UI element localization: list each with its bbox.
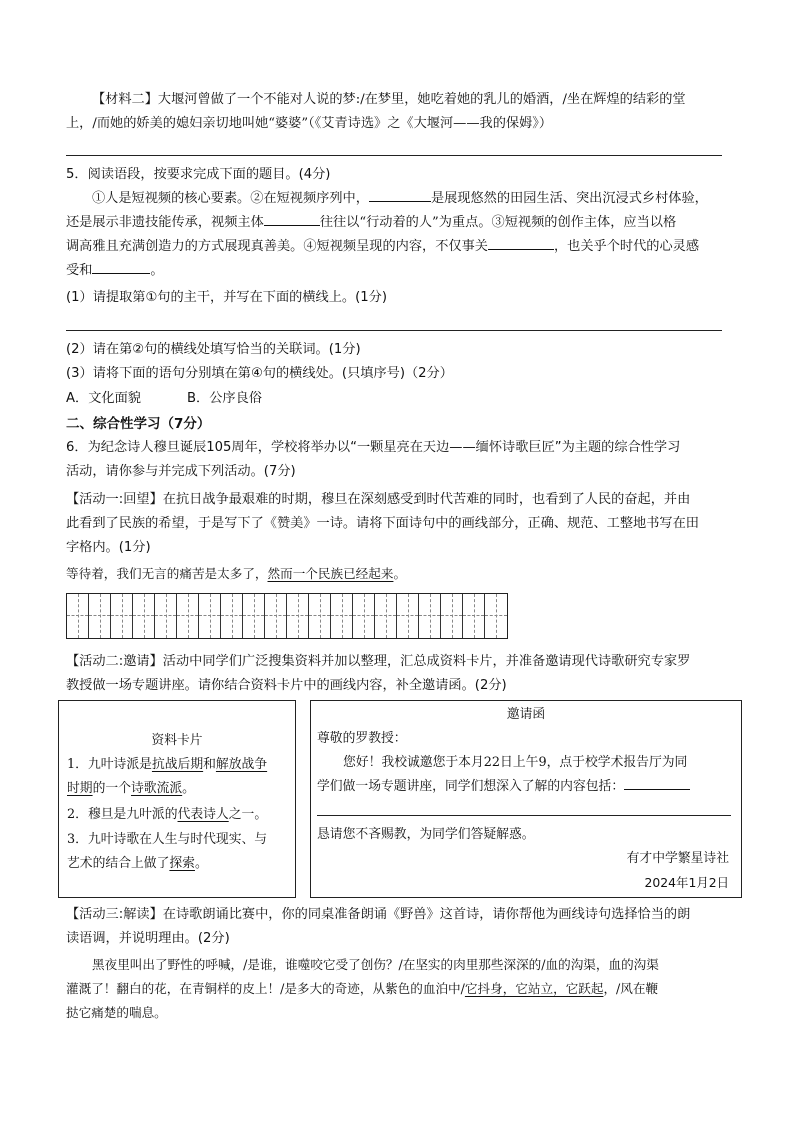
answer-line: [66, 155, 722, 156]
invitation-signature: 有才中学繁星诗社: [626, 851, 729, 866]
grid-cell[interactable]: [67, 594, 89, 638]
grid-cell[interactable]: [375, 594, 397, 638]
q5-sentence-line1: [66, 187, 726, 211]
fill-blank[interactable]: [264, 211, 320, 226]
q5-text: 往往以“行动着的人”为重点。③短视频的创作主体，应当以格: [319, 215, 677, 230]
q5-text: 是展现悠然的田园生活、突出沉浸式乡村体验，: [430, 191, 708, 206]
card-underlined: 探索: [169, 856, 195, 871]
act3-line1: 【活动三:解读】在诗歌朗诵比赛中，你的同桌准备朗诵《野兽》这首诗，请你帮他为画线诗句选择恰当的朗: [66, 907, 691, 922]
q5-sentence-line3: [66, 235, 726, 259]
fill-blank[interactable]: [369, 187, 431, 202]
invitation-title: 邀请函: [506, 707, 546, 722]
section2-title: 二、综合性学习（7分）: [66, 416, 211, 432]
grid-cell[interactable]: [243, 594, 265, 638]
act1-line2: 此看到了民族的希望，于是写下了《赞美》一诗。请将下面诗句中的画线部分，正确、规范、工整地书写在田: [66, 516, 699, 531]
card-underlined: 抗战后期: [151, 757, 204, 772]
grid-cell[interactable]: [89, 594, 111, 638]
card-text: 。: [194, 856, 208, 871]
card-item-1-cont: [67, 777, 195, 801]
card-underlined: 时期: [67, 781, 93, 796]
grid-cell[interactable]: [419, 594, 441, 638]
poem-text: 等待着，我们无言的痛苦是太多了，: [66, 566, 268, 581]
card-item-1: [67, 753, 267, 777]
poem2-text: ，/风在鞭: [603, 981, 659, 996]
act2-line2: 教授做一场专题讲座。请你结合资料卡片中的画线内容，补全邀请函。(2分): [66, 678, 507, 693]
invitation-body-2: [317, 775, 690, 799]
grid-cell[interactable]: [265, 594, 287, 638]
invitation-body-1: 您好！我校诚邀您于本月22日上午9，点于校学术报告厅为同: [343, 755, 688, 770]
invitation-letter: [310, 700, 742, 898]
card-underlined: 代表诗人: [177, 807, 229, 822]
tianzige-grid[interactable]: [66, 593, 508, 639]
act3-line2: 读语调，并说明理由。(2分): [66, 931, 230, 946]
q5-sub1: (1）请提取第①句的主干，并写在下面的横线上。(1分): [66, 290, 387, 305]
fill-blank[interactable]: [624, 775, 690, 790]
grid-cell[interactable]: [331, 594, 353, 638]
q5-options: [66, 387, 726, 411]
card-underlined: 解放战争: [215, 757, 268, 772]
act1-line3: 字格内。(1分): [66, 540, 151, 555]
q5-sub2: (2）请在第②句的横线处填写恰当的关联词。(1分): [66, 342, 361, 357]
poem-text: 。: [393, 566, 407, 581]
poem2-line1: 黑夜里叫出了野性的呼喊，/是谁，谁噬咬它受了创伤？/在坚实的肉里那些深深的/血的沟渠，血的沟渠: [92, 957, 659, 972]
grid-cell[interactable]: [397, 594, 419, 638]
answer-line: [317, 815, 731, 816]
q6-line1: 6．为纪念诗人穆旦诞辰105周年，学校将举办以“一颗星亮在天边——缅怀诗歌巨匠”为主题的综合性学习: [66, 440, 681, 455]
card-text: 的一个: [92, 781, 131, 796]
grid-cell[interactable]: [221, 594, 243, 638]
grid-cell[interactable]: [177, 594, 199, 638]
invitation-greeting: 尊敬的罗教授：: [317, 731, 407, 746]
card-text: 之一。: [228, 807, 268, 822]
q5-text: 调高雅且充满创造力的方式展现真善美。④短视频呈现的内容，不仅事关: [66, 239, 488, 254]
poem2-line3: 挞它痛楚的喘息。: [66, 1005, 167, 1020]
q5-text: ，也关乎个时代的心灵感: [554, 239, 700, 254]
grid-cell[interactable]: [133, 594, 155, 638]
option-b: B．公序良俗: [186, 391, 262, 406]
card-underlined: 诗歌流派: [130, 781, 183, 796]
material2-line2: 上，/而她的娇美的媳妇亲切地叫她“婆婆”（《艾青诗选》之《大堰河——我的保姆》）: [66, 116, 553, 131]
card-item-3: 3．九叶诗歌在人生与时代现实、与: [67, 832, 268, 847]
grid-cell[interactable]: [199, 594, 221, 638]
invitation-text: 学们做一场专题讲座，同学们想深入了解的内容包括：: [317, 779, 625, 794]
card-text: 2．穆旦是九叶派的: [67, 807, 178, 822]
card-item-3-cont: [67, 852, 208, 876]
answer-line: [66, 330, 722, 331]
card-text: 。: [182, 781, 195, 796]
grid-cell[interactable]: [441, 594, 463, 638]
q5-sentence-line4: [66, 259, 726, 283]
fill-blank[interactable]: [92, 259, 150, 274]
poem2-text: 灌溉了！翻白的花，在青铜样的皮上！/是多大的奇迹，从紫色的血泊中/: [66, 981, 465, 996]
q5-text: 还是展示非遗技能传承，视频主体: [66, 215, 264, 230]
invitation-date: 2024年1月2日: [644, 875, 729, 890]
grid-cell[interactable]: [463, 594, 485, 638]
grid-cell[interactable]: [309, 594, 331, 638]
option-a: A．文化面貌: [66, 391, 141, 406]
poem2-line2: [66, 977, 726, 1001]
act1-line1: 【活动一:回望】在抗日战争最艰难的时期，穆旦在深刻感受到时代苦难的同时，也看到了人民的奋起，并由: [66, 492, 691, 507]
act2-line1: 【活动二:邀请】活动中同学们广泛搜集资料并加以整理，汇总成资料卡片，并准备邀请现代诗歌研究专家罗: [66, 654, 691, 669]
q5-sub3: (3）请将下面的语句分别填在第④句的横线处。(只填序号)（2分）: [66, 366, 453, 381]
info-card: [58, 700, 296, 898]
grid-cell[interactable]: [287, 594, 309, 638]
card-text: 和: [203, 757, 216, 772]
poem-line: [66, 562, 726, 586]
q5-text: 。: [150, 263, 164, 278]
q5-text: ①人是短视频的核心要素。②在短视频序列中，: [92, 191, 369, 206]
invitation-closing: 恳请您不吝赐教，为同学们答疑解惑。: [317, 827, 535, 842]
q5-sentence-line2: [66, 211, 726, 235]
grid-cell[interactable]: [155, 594, 177, 638]
card-title: 资料卡片: [151, 733, 203, 748]
grid-cell[interactable]: [485, 594, 507, 638]
q5-text: 受和: [66, 263, 93, 278]
card-text: 1．九叶诗派是: [67, 757, 152, 772]
material2-line1: 【材料二】大堰河曾做了一个不能对人说的梦:/在梦里，她吃着她的乳儿的婚酒，/坐在辉煌的结彩的堂: [92, 92, 686, 107]
poem2-underlined: 它抖身，它站立，它跃起: [464, 981, 604, 996]
card-text: 艺术的结合上做了: [67, 856, 170, 871]
q5-title: 5．阅读语段，按要求完成下面的题目。(4分): [66, 167, 331, 182]
grid-cell[interactable]: [111, 594, 133, 638]
grid-cell[interactable]: [353, 594, 375, 638]
q6-line2: 活动，请你参与并完成下列活动。(7分): [66, 464, 296, 479]
fill-blank[interactable]: [488, 235, 554, 250]
card-item-2: [67, 803, 267, 827]
poem-underlined: 然而一个民族已经起来: [267, 566, 394, 581]
